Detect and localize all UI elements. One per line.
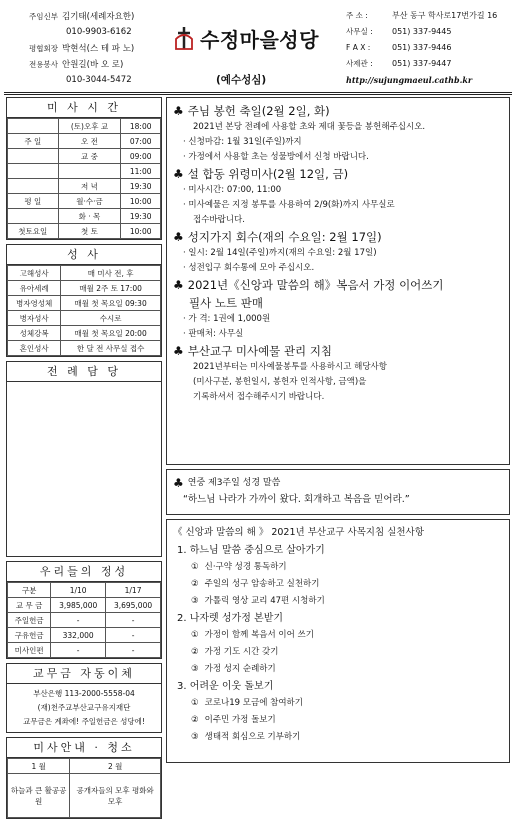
plan-item-text: 신·구약 성경 통독하기 xyxy=(204,562,287,572)
contact-value: 051) 337-9447 xyxy=(392,59,452,68)
notices-box xyxy=(166,97,510,465)
plan-item-text: 이주민 가정 돌보기 xyxy=(204,715,276,725)
guide-row xyxy=(8,774,161,818)
account-heading: 교무금 자동이체 xyxy=(7,664,161,684)
plan-box xyxy=(166,519,510,763)
table-cell: 주 일 xyxy=(8,134,59,149)
table-cell: 고해성사 xyxy=(8,266,61,281)
plan-item xyxy=(173,576,503,593)
plan-item-text: 가정 기도 시간 갖기 xyxy=(204,647,279,657)
verse-text: “하느님 나라가 가까이 왔다. 회개하고 복음을 믿어라.” xyxy=(183,494,410,505)
contact-info xyxy=(346,8,510,88)
guide-row xyxy=(8,759,161,774)
table-cell: - xyxy=(106,628,161,643)
contact-row xyxy=(346,8,510,24)
table-cell xyxy=(8,149,59,164)
account-line: 부산은행 113-2000-5558-04 xyxy=(33,689,135,698)
table-cell xyxy=(8,179,59,194)
offering-row xyxy=(8,583,161,598)
staff-phone: 010-3044-5472 xyxy=(66,75,132,85)
sacrament-heading: 성 사 xyxy=(7,245,161,265)
table-cell: 1/17 xyxy=(106,583,161,598)
sacrament-table xyxy=(7,265,161,356)
plan-item xyxy=(173,712,503,729)
contact-label: 주 소 : xyxy=(346,11,368,20)
notice-line: · 미사시간: 07:00, 11:00 xyxy=(183,185,282,195)
table-cell: 저 녁 xyxy=(58,179,121,194)
offering-box xyxy=(6,561,162,659)
sacrament-row xyxy=(8,311,161,326)
notice-title: 2021년《신앙과 말씀의 해》복음서 가정 이어쓰기 xyxy=(187,278,444,292)
mass-time-row xyxy=(8,194,161,209)
guide-box xyxy=(6,737,162,819)
table-cell: 화 · 목 xyxy=(58,209,121,224)
table-cell: 유아세례 xyxy=(8,281,61,296)
staff-phone: 010-9903-6162 xyxy=(66,27,132,37)
table-cell: 혼인성사 xyxy=(8,341,61,356)
guide-table xyxy=(7,758,161,818)
table-cell: 18:00 xyxy=(121,119,161,134)
notice-heading xyxy=(173,102,503,120)
circled-number-icon: ③ xyxy=(191,732,199,742)
staff-role: 주임신부 xyxy=(29,11,58,21)
plan-section-heading: 2. 나자렛 성가정 본받기 xyxy=(177,613,284,624)
notice-line: · 신청마감: 1월 31일(주일)까지 xyxy=(183,137,302,147)
table-cell: 332,000 xyxy=(51,628,106,643)
duty-box xyxy=(6,361,162,557)
mass-time-row xyxy=(8,149,161,164)
duty-heading: 전 례 담 당 xyxy=(7,362,161,382)
notice-line: (미사구분, 봉헌일시, 봉헌자 인적사항, 금액)을 xyxy=(193,377,367,387)
table-cell: 10:00 xyxy=(121,194,161,209)
table-cell: 3,695,000 xyxy=(106,598,161,613)
club-icon: ♣ xyxy=(173,344,184,358)
club-icon: ♣ xyxy=(173,476,184,490)
contact-row xyxy=(346,40,510,56)
table-cell: (토)오후 교 xyxy=(58,119,121,134)
plan-item xyxy=(173,627,503,644)
table-cell: 미사인편 xyxy=(8,643,51,658)
right-column xyxy=(166,97,510,763)
table-cell: 매 미사 전, 후 xyxy=(61,266,161,281)
church-logo-icon xyxy=(174,25,194,51)
table-cell: 19:30 xyxy=(121,209,161,224)
table-cell: 매월 첫 목요일 20:00 xyxy=(61,326,161,341)
table-cell: 공개자들의 모후 평화와 모후 xyxy=(70,774,161,818)
contact-label: 사제관 : xyxy=(346,59,373,68)
table-cell: 평 일 xyxy=(8,194,59,209)
notice-line: · 미사예물은 지정 봉투를 사용하여 2/9(화)까지 사무실로 xyxy=(183,200,395,210)
table-cell: 3,985,000 xyxy=(51,598,106,613)
notice-heading xyxy=(173,342,503,360)
staff-name: 김기태(세례자요한) xyxy=(62,12,135,22)
table-cell: 수시로 xyxy=(61,311,161,326)
contact-value: 부산 동구 학사로17번가길 16 xyxy=(392,11,498,20)
table-cell: 10:00 xyxy=(121,224,161,239)
contact-value: 051) 337-9445 xyxy=(392,27,452,36)
table-cell: 오 전 xyxy=(58,134,121,149)
notice-line: 접수바랍니다. xyxy=(193,215,245,225)
table-cell: 첫 토 xyxy=(58,224,121,239)
circled-number-icon: ③ xyxy=(191,596,199,606)
table-cell: 11:00 xyxy=(121,164,161,179)
notice-line: 기록하셔서 접수해주시기 바랍니다. xyxy=(193,392,325,402)
plan-item-text: 가정 성지 순례하기 xyxy=(204,664,276,674)
notice-heading xyxy=(173,276,503,294)
table-cell: 병자성사 xyxy=(8,311,61,326)
left-column xyxy=(6,97,162,806)
notice-title: 성지가지 회수(재의 수요일: 2월 17일) xyxy=(187,230,382,244)
circled-number-icon: ① xyxy=(191,562,199,572)
table-cell: 구유헌금 xyxy=(8,628,51,643)
circled-number-icon: ② xyxy=(191,715,199,725)
club-icon: ♣ xyxy=(173,278,184,292)
notice-line: 필사 노트 판매 xyxy=(189,296,263,310)
mass-time-row xyxy=(8,224,161,239)
table-cell: 1/10 xyxy=(51,583,106,598)
offering-row xyxy=(8,598,161,613)
notice-heading xyxy=(173,228,503,246)
table-cell: 첫토요일 xyxy=(8,224,59,239)
table-cell: - xyxy=(51,613,106,628)
plan-item xyxy=(173,644,503,661)
contact-row xyxy=(346,24,510,40)
table-cell xyxy=(58,164,121,179)
account-details xyxy=(7,684,161,732)
staff-role: 전용봉사 xyxy=(29,59,58,69)
notice-line: · 판매처: 사무실 xyxy=(183,329,244,339)
sacrament-row xyxy=(8,266,161,281)
sacrament-row xyxy=(8,341,161,356)
table-cell xyxy=(8,209,59,224)
plan-item xyxy=(173,695,503,712)
plan-item-text: 생태적 회심으로 기부하기 xyxy=(204,732,301,742)
plan-item xyxy=(173,661,503,678)
mass-times-table xyxy=(7,118,161,239)
table-cell: 19:30 xyxy=(121,179,161,194)
table-cell: 교 중 xyxy=(58,149,121,164)
plan-item xyxy=(173,593,503,610)
account-box xyxy=(6,663,162,733)
account-line: (재)천주교부산교구유지재단 xyxy=(37,703,131,712)
table-cell xyxy=(8,164,59,179)
plan-section-heading: 3. 어려운 이웃 돌보기 xyxy=(177,681,274,692)
table-cell: 1 월 xyxy=(8,759,70,774)
offering-row xyxy=(8,628,161,643)
table-cell: 한 달 전 사무실 접수 xyxy=(61,341,161,356)
club-icon: ♣ xyxy=(173,167,184,181)
plan-item-text: 가톨릭 영상 교리 47편 시청하기 xyxy=(204,596,325,606)
circled-number-icon: ③ xyxy=(191,664,199,674)
table-cell: 매월 2주 토 17:00 xyxy=(61,281,161,296)
table-cell: - xyxy=(106,613,161,628)
table-cell: 주일헌금 xyxy=(8,613,51,628)
staff-row xyxy=(6,40,176,56)
notice-line: · 일시: 2월 14일(주일)까지(재의 수요일: 2월 17일) xyxy=(183,248,377,258)
table-cell: 병자영성체 xyxy=(8,296,61,311)
circled-number-icon: ① xyxy=(191,698,199,708)
verse-box xyxy=(166,469,510,515)
offering-row xyxy=(8,613,161,628)
circled-number-icon: ② xyxy=(191,579,199,589)
circled-number-icon: ① xyxy=(191,630,199,640)
plan-item-text: 가정이 함께 복음서 이어 쓰기 xyxy=(204,630,314,640)
notice-line: · 성전입구 회수통에 모아 주십시오. xyxy=(183,263,315,273)
header-divider xyxy=(4,92,512,95)
sacrament-row xyxy=(8,296,161,311)
table-cell: 성체강복 xyxy=(8,326,61,341)
contact-label: F A X : xyxy=(346,43,371,52)
table-cell: 월·수·금 xyxy=(58,194,121,209)
mass-time-row xyxy=(8,119,161,134)
verse-title: 연중 제3주일 성경 말씀 xyxy=(187,478,281,488)
table-cell: 하늘과 큰 활공공원 xyxy=(8,774,70,818)
table-cell: 07:00 xyxy=(121,134,161,149)
plan-item xyxy=(173,729,503,746)
staff-name: 박현석(스 테 파 노) xyxy=(62,44,135,54)
notice-line: · 가정에서 사용할 초는 성물방에서 신청 바랍니다. xyxy=(183,152,369,162)
offering-row xyxy=(8,643,161,658)
plan-item xyxy=(173,559,503,576)
notice-heading xyxy=(173,165,503,183)
mass-time-row xyxy=(8,209,161,224)
offering-heading: 우리들의 정성 xyxy=(7,562,161,582)
guide-heading: 미사안내 · 청소 xyxy=(7,738,161,758)
plan-title: 《 신앙과 말씀의 해 》 2021년 부산교구 사목지침 실천사항 xyxy=(173,527,424,538)
offering-table xyxy=(7,582,161,658)
sacrament-row xyxy=(8,281,161,296)
sacrament-box xyxy=(6,244,162,357)
plan-item-text: 코로나19 모금에 참여하기 xyxy=(204,698,303,708)
notice-title: 부산교구 미사예물 관리 지침 xyxy=(187,344,333,358)
bulletin-header xyxy=(6,6,510,92)
staff-name: 안원길(바 오 로) xyxy=(62,60,124,70)
club-icon: ♣ xyxy=(173,230,184,244)
notice-line: 2021년부터는 미사예물봉투를 사용하시고 해당사항 xyxy=(193,362,387,372)
plan-item-text: 주일의 성구 암송하고 실천하기 xyxy=(204,579,320,589)
verse-title-row xyxy=(173,474,503,492)
notice-title: 설 합동 위령미사(2월 12일, 금) xyxy=(187,167,349,181)
table-cell: 구분 xyxy=(8,583,51,598)
table-cell: 교 무 금 xyxy=(8,598,51,613)
table-cell: 09:00 xyxy=(121,149,161,164)
table-cell: 2 월 xyxy=(70,759,161,774)
plan-section-heading: 1. 하느님 말씀 중심으로 살아가기 xyxy=(177,545,325,556)
staff-role: 평협회장 xyxy=(29,43,58,53)
notice-line: · 가 격: 1권에 1,000원 xyxy=(183,314,271,324)
staff-info xyxy=(6,8,176,88)
staff-row xyxy=(6,8,176,24)
contact-row xyxy=(346,56,510,72)
account-line: 교무금은 계좌에! 주일헌금은 성당에! xyxy=(23,717,145,726)
contact-value: 051) 337-9446 xyxy=(392,43,452,52)
table-cell xyxy=(8,119,59,134)
mass-time-row xyxy=(8,164,161,179)
notice-title: 주님 봉헌 축일(2월 2일, 화) xyxy=(187,104,330,118)
parish-url: http://sujungmaeul.cathb.kr xyxy=(346,75,473,85)
mass-time-row xyxy=(8,134,161,149)
contact-label: 사무실 : xyxy=(346,27,373,36)
parish-patron: (예수성심) xyxy=(216,74,267,86)
sacrament-row xyxy=(8,326,161,341)
club-icon: ♣ xyxy=(173,104,184,118)
mass-time-row xyxy=(8,179,161,194)
table-cell: - xyxy=(51,643,106,658)
parish-name: 수정마을성당 xyxy=(200,27,319,52)
mass-times-box xyxy=(6,97,162,240)
table-cell: - xyxy=(106,643,161,658)
table-cell: 매월 첫 목요일 09:30 xyxy=(61,296,161,311)
notice-line: 2021년 본당 전례에 사용할 초와 제대 꽃등을 봉헌해주십시오. xyxy=(193,122,426,132)
mass-times-heading: 미 사 시 간 xyxy=(7,98,161,118)
circled-number-icon: ② xyxy=(191,647,199,657)
parish-title xyxy=(174,18,364,58)
staff-row xyxy=(6,56,176,72)
